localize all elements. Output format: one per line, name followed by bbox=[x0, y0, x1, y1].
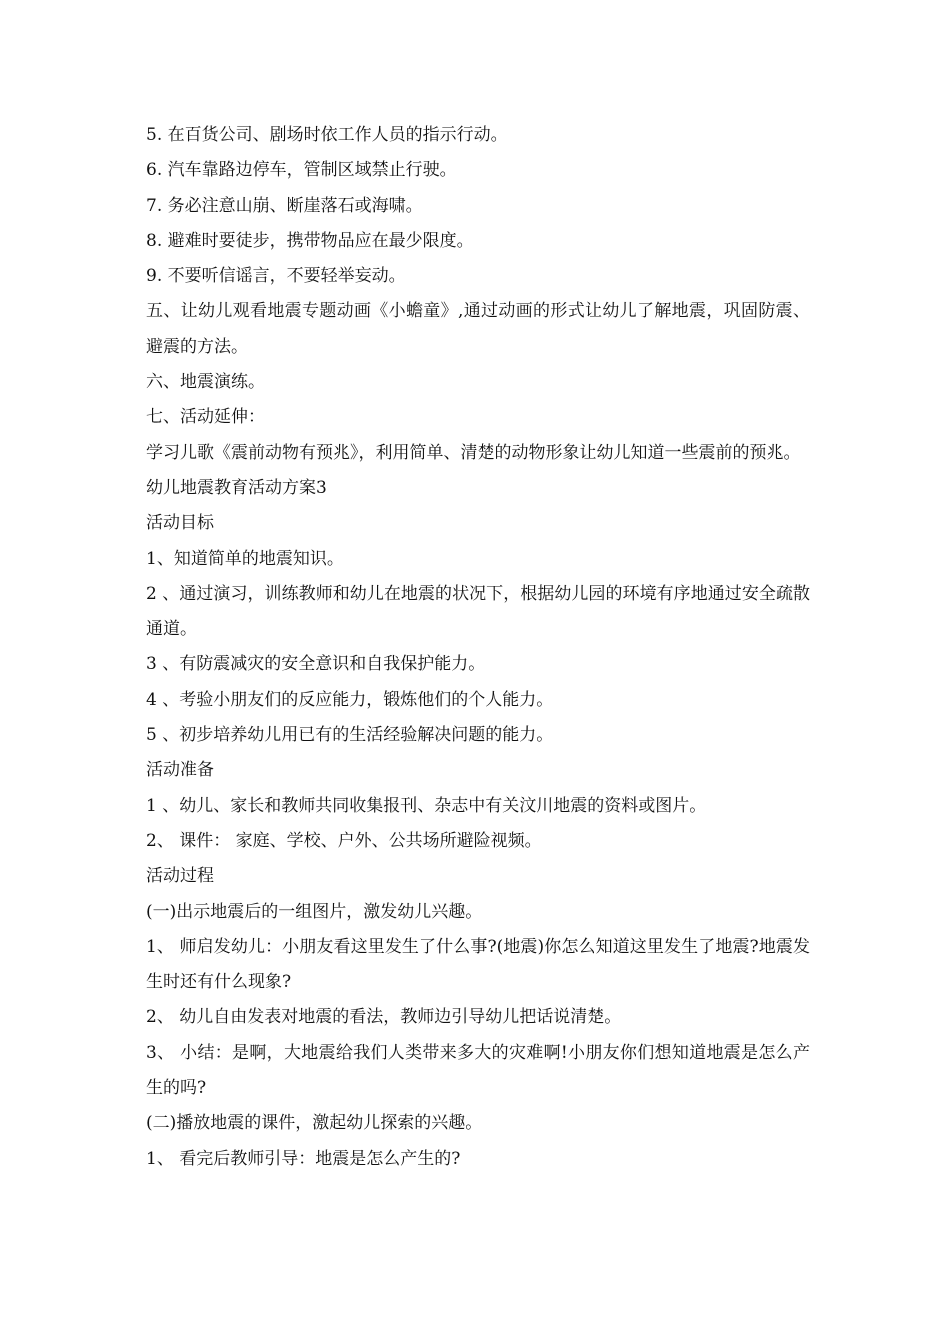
goal-item-4: 4 、考验小朋友们的反应能力，锻炼他们的个人能力。 bbox=[146, 689, 554, 710]
process-step-two: (二)播放地震的课件，激起幼儿探索的兴趣。 bbox=[146, 1113, 483, 1134]
preparation-item-1: 1 、幼儿、家长和教师共同收集报刊、杂志中有关汶川地震的资料或图片。 bbox=[146, 795, 707, 816]
goal-item-5: 5 、初步培养幼儿用已有的生活经验解决问题的能力。 bbox=[146, 725, 554, 746]
instruction-item-7: 7. 务必注意山崩、断崖落石或海啸。 bbox=[146, 195, 423, 216]
instruction-item-6: 6. 汽车靠路边停车，管制区域禁止行驶。 bbox=[146, 160, 457, 181]
extension-paragraph: 学习儿歌《震前动物有预兆》，利用简单、清楚的动物形象让幼儿知道一些震前的预兆。 bbox=[146, 442, 801, 463]
section-seven-heading: 七、活动延伸： bbox=[146, 407, 265, 428]
process-step-two-item-1: 1、 看完后教师引导：地震是怎么产生的? bbox=[146, 1148, 461, 1169]
preparation-heading: 活动准备 bbox=[146, 760, 214, 781]
process-step-one-item-2: 2、 幼儿自由发表对地震的看法，教师边引导幼儿把话说清楚。 bbox=[146, 1007, 622, 1028]
section-five-paragraph: 五、让幼儿观看地震专题动画《小蟾童》,通过动画的形式让幼儿了解地震，巩固防震、避震的方法。 bbox=[146, 301, 810, 357]
instruction-item-9: 9. 不要听信谣言，不要轻举妄动。 bbox=[146, 266, 406, 287]
goal-item-1: 1、知道简单的地震知识。 bbox=[146, 548, 344, 569]
process-heading: 活动过程 bbox=[146, 866, 214, 887]
instruction-item-5: 5. 在百货公司、剧场时依工作人员的指示行动。 bbox=[146, 125, 508, 145]
goal-item-3: 3 、有防震减灾的安全意识和自我保护能力。 bbox=[146, 654, 486, 675]
process-step-one-item-1: 1、 师启发幼儿：小朋友看这里发生了什么事?(地震)你怎么知道这里发生了地震?地震发生时还有什么现象? bbox=[146, 936, 810, 993]
document-page bbox=[146, 118, 810, 1177]
process-step-one-item-3: 3、 小结：是啊，大地震给我们人类带来多大的灾难啊!小朋友你们想知道地震是怎么产生的吗? bbox=[146, 1042, 810, 1099]
plan-title: 幼儿地震教育活动方案3 bbox=[146, 477, 327, 498]
goals-heading: 活动目标 bbox=[146, 513, 214, 534]
goal-item-2: 2 、通过演习，训练教师和幼儿在地震的状况下，根据幼儿园的环境有序地通过安全疏散通道。 bbox=[146, 583, 810, 640]
preparation-item-2: 2、 课件： 家庭、学校、户外、公共场所避险视频。 bbox=[146, 830, 542, 851]
section-six-heading: 六、地震演练。 bbox=[146, 372, 265, 393]
process-step-one: (一)出示地震后的一组图片，激发幼儿兴趣。 bbox=[146, 901, 483, 922]
instruction-item-8: 8. 避难时要徒步，携带物品应在最少限度。 bbox=[146, 230, 474, 251]
